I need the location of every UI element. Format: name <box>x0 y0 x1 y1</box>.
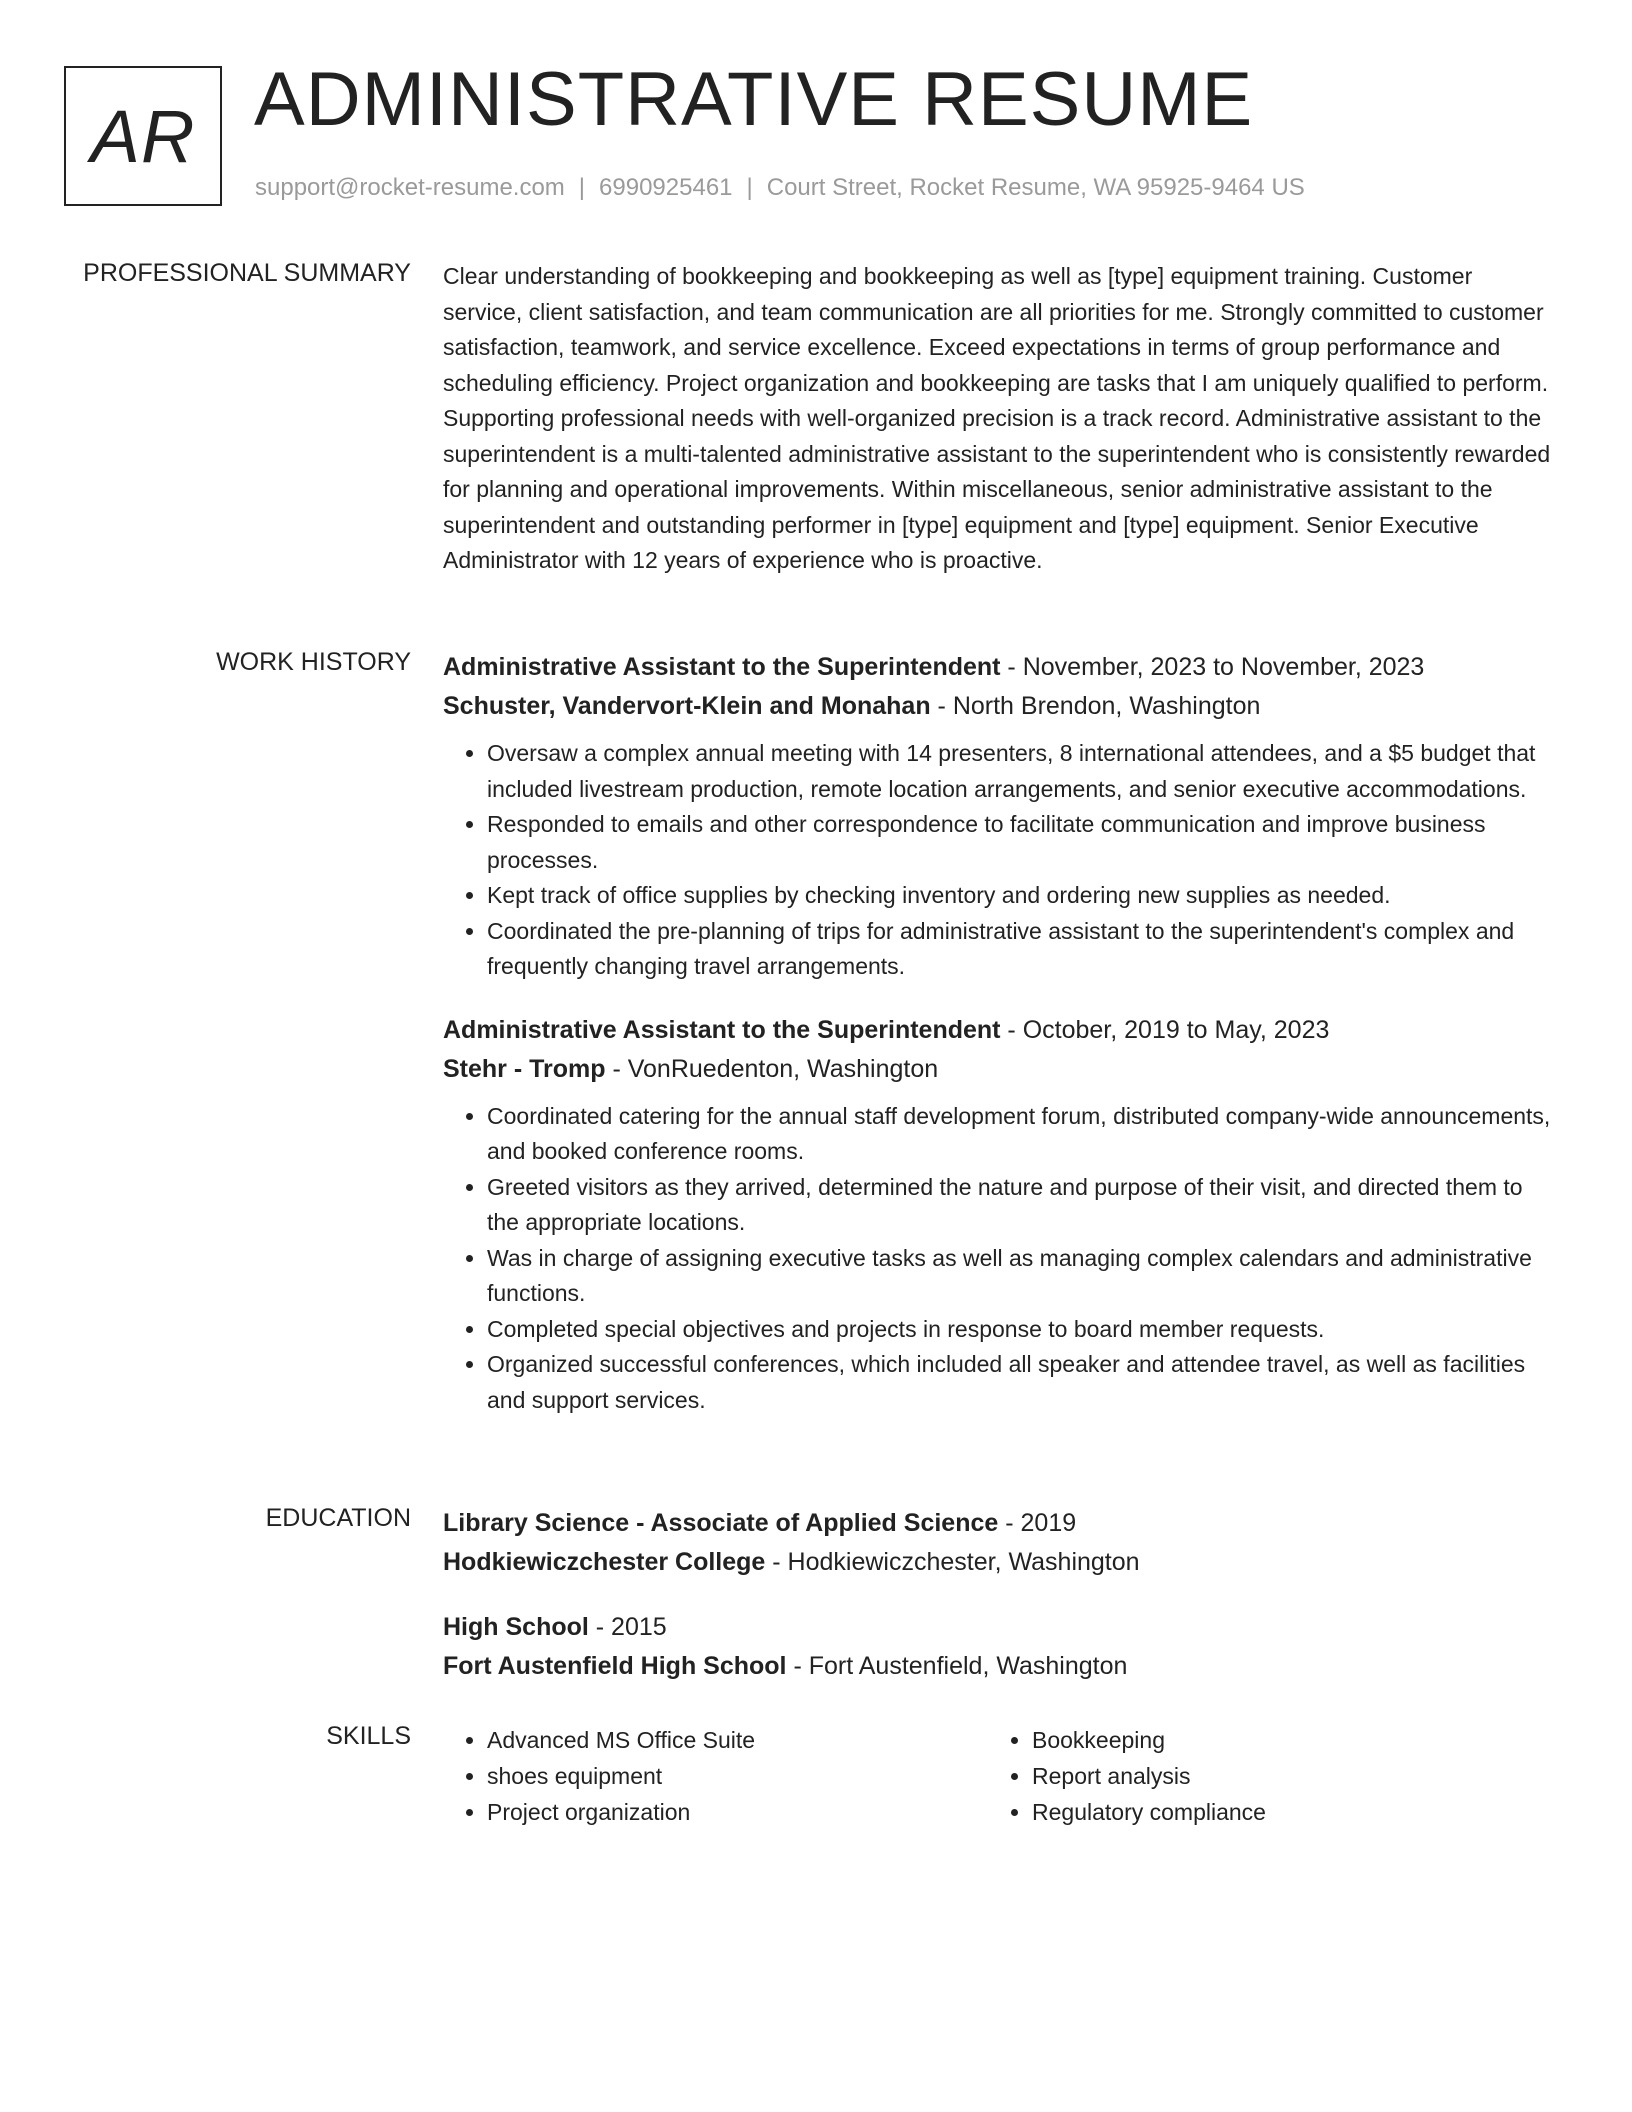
skills-list <box>988 1722 1533 1830</box>
education-school: Fort Austenfield High School <box>443 1652 787 1680</box>
work-history-body <box>443 648 1553 1444</box>
job-title: Administrative Assistant to the Superintendent <box>443 1015 1001 1044</box>
job-company: Stehr - Tromp <box>443 1054 606 1083</box>
contact-phone: 6990925461 <box>599 174 733 201</box>
skill-item: • shoes equipment <box>487 1758 988 1794</box>
skills-grid <box>443 1722 1553 1830</box>
skills-list <box>443 1722 988 1830</box>
contact-separator: | <box>746 174 753 201</box>
education-label: EDUCATION <box>265 1504 411 1532</box>
job-entry <box>443 648 1553 985</box>
job-location: - North Brendon, Washington <box>930 692 1261 720</box>
contact-email: support@rocket-resume.com <box>255 174 565 201</box>
skill-item: • Report analysis <box>1032 1758 1533 1794</box>
job-title-line <box>443 1011 1553 1050</box>
contact-separator: | <box>578 174 586 201</box>
job-company-line <box>443 1050 1553 1089</box>
education-degree: Library Science - Associate of Applied Science <box>443 1509 999 1537</box>
skills-label: SKILLS <box>326 1722 411 1750</box>
education-degree-line <box>443 1504 1553 1543</box>
job-bullets <box>443 736 1553 985</box>
job-company: Schuster, Vandervort-Klein and Monahan <box>443 692 931 720</box>
job-title: Administrative Assistant to the Superintendent <box>443 653 1001 681</box>
skills-body <box>443 1722 1553 1830</box>
contact-address: Court Street, Rocket Resume, WA 95925-9464 US <box>766 174 1305 201</box>
job-bullet: • Was in charge of assigning executive tasks as well as managing complex calendars and administrative functions. <box>487 1241 1553 1312</box>
education-body <box>443 1504 1553 1712</box>
education-year: - 2015 <box>588 1613 667 1641</box>
education-school-line <box>443 1543 1553 1582</box>
work-history-label: WORK HISTORY <box>216 648 411 676</box>
job-bullet: • Greeted visitors as they arrived, determined the nature and purpose of their visit, and directed them to the appropriate locations. <box>487 1170 1553 1241</box>
skills-column-right <box>988 1722 1533 1830</box>
job-company-line <box>443 687 1553 726</box>
skill-item: • Project organization <box>487 1794 988 1830</box>
job-bullet: • Coordinated catering for the annual staff development forum, distributed company-wide announcements, and booked conference rooms. <box>487 1099 1553 1170</box>
job-bullet: • Coordinated the pre-planning of trips for administrative assistant to the superintendent's complex and frequently changing travel arrangements. <box>487 914 1553 985</box>
summary-label: PROFESSIONAL SUMMARY <box>83 259 411 287</box>
job-bullets <box>443 1099 1553 1419</box>
education-degree: High School <box>443 1613 589 1641</box>
job-bullet: • Completed special objectives and projects in response to board member requests. <box>487 1312 1553 1348</box>
job-bullet: • Kept track of office supplies by checking inventory and ordering new supplies as needed. <box>487 878 1553 914</box>
job-title-line <box>443 648 1553 687</box>
education-location: - Hodkiewiczchester, Washington <box>765 1548 1140 1576</box>
job-bullet: • Responded to emails and other correspondence to facilitate communication and improve business processes. <box>487 807 1553 878</box>
job-location: - VonRuedenton, Washington <box>605 1054 939 1083</box>
education-entry <box>443 1608 1553 1686</box>
education-school: Hodkiewiczchester College <box>443 1548 766 1576</box>
education-location: - Fort Austenfield, Washington <box>786 1652 1128 1680</box>
job-dates: - October, 2019 to May, 2023 <box>1000 1015 1330 1044</box>
skill-item: • Advanced MS Office Suite <box>487 1722 988 1758</box>
education-school-line <box>443 1647 1553 1686</box>
education-entry <box>443 1504 1553 1582</box>
summary-text: Clear understanding of bookkeeping and bookkeeping as well as [type] equipment training. Customer service, client satisfaction, and team communication are all priorities for me. Strongly committed to customer satisfaction, teamwork, and service excellence. Exceed expectations in terms of group performance and scheduling efficiency. Project organization and bookkeeping are tasks that I am uniquely qualified to perform. Supporting professional needs with well-organized precision is a track record. Administrative assistant to the superintendent is a multi-talented administrative assistant to the superintendent who is consistently rewarded for planning and operational improvements. Within miscellaneous, senior administrative assistant to the superintendent and outstanding performer in [type] equipment and [type] equipment. Senior Executive Administrator with 12 years of experience who is proactive. <box>443 263 1551 573</box>
summary-body <box>443 259 1553 579</box>
skills-column-left <box>443 1722 988 1830</box>
job-bullet: • Oversaw a complex annual meeting with 14 presenters, 8 international attendees, and a $5 budget that included livestream production, remote location arrangements, and senior executive accommodations. <box>487 736 1553 807</box>
skill-item: • Bookkeeping <box>1032 1722 1533 1758</box>
job-bullet: • Organized successful conferences, which included all speaker and attendee travel, as well as facilities and support services. <box>487 1347 1553 1418</box>
education-year: - 2019 <box>998 1509 1077 1537</box>
contact-line <box>255 174 1305 202</box>
monogram-badge: AR <box>64 66 222 206</box>
education-degree-line <box>443 1608 1553 1647</box>
job-entry <box>443 1011 1553 1419</box>
skill-item: • Regulatory compliance <box>1032 1794 1533 1830</box>
job-dates: - November, 2023 to November, 2023 <box>1000 653 1425 681</box>
resume-title: ADMINISTRATIVE RESUME <box>254 57 1254 142</box>
